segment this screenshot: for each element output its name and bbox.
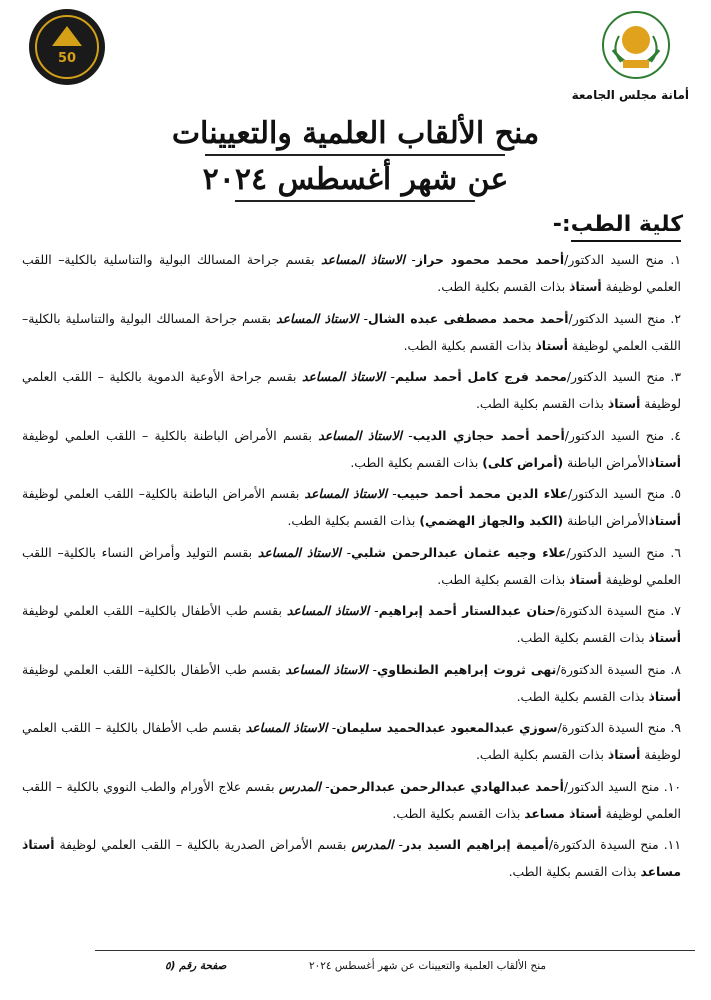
item-text: بقسم طب الأطفال بالكلية– اللقب العلمي لوظيفة — [22, 603, 287, 618]
item-specialty: (الكبد والجهاز الهضمي) — [419, 513, 564, 528]
item-rank: المدرس — [351, 837, 394, 852]
item-text-end: بذات القسم بكلية الطب. — [392, 805, 525, 821]
item-separator: - — [340, 544, 352, 560]
item-title: أستاذ — [607, 747, 641, 762]
item-title: أستاذ — [569, 279, 602, 294]
item-rank: الاستاذ المساعد — [285, 661, 368, 677]
item-text-end: بذات القسم بكلية الطب. — [475, 396, 608, 411]
item-number: ١٠. — [663, 778, 681, 794]
item-title: أستاذ — [535, 337, 568, 353]
appointments-list — [22, 246, 681, 890]
item-prefix: منح السيدة الدكتورة/ — [555, 603, 666, 618]
item-separator: - — [320, 778, 330, 794]
faculty-heading: كلية الطب:- — [552, 212, 683, 237]
item-name: محمد فرج كامل أحمد سليم — [395, 369, 567, 384]
mansoura-university-logo-icon — [601, 10, 671, 80]
item-title: أستاذ — [648, 513, 681, 528]
item-name: علاء الدين محمد أحمد حبيب — [396, 486, 568, 501]
item-text-end: بذات القسم بكلية الطب. — [437, 279, 570, 294]
item-text-mid: الأمراض الباطنة — [563, 454, 649, 470]
list-item — [22, 246, 681, 305]
item-separator: - — [367, 661, 377, 677]
item-prefix: منح السيدة الدكتورة/ — [548, 837, 659, 852]
item-rank: المدرس — [278, 778, 321, 794]
item-title: أستاذ — [607, 396, 641, 411]
item-rank: الاستاذ المساعد — [276, 310, 359, 326]
footer-text: منح الألقاب العلمية والتعيينات عن شهر أغسطس ٢٠٢٤ — [309, 960, 546, 972]
title-underline — [205, 154, 505, 156]
footer-divider — [95, 950, 695, 951]
item-text: بقسم جراحة المسالك البولية والتناسلية بالكلية– اللقب العلمي لوظيفة — [22, 252, 681, 294]
item-number: ٦. — [670, 544, 681, 560]
item-text-end: بذات القسم بكلية الطب. — [287, 513, 420, 528]
list-item — [22, 363, 681, 422]
item-prefix: منح السيد الدكتور/ — [568, 310, 666, 326]
item-title: أستاذ مساعد — [524, 805, 602, 821]
item-text-end: بذات القسم بكلية الطب. — [403, 337, 536, 353]
item-title: أستاذ مساعد — [22, 837, 681, 879]
item-number: ٥. — [670, 486, 681, 501]
item-number: ٩. — [670, 720, 681, 735]
item-separator: - — [327, 720, 337, 735]
item-text: بقسم جراحة الأوعية الدموية بالكلية – اللقب العلمي لوظيفة — [22, 369, 681, 411]
item-separator: - — [393, 837, 403, 852]
item-separator: - — [387, 486, 397, 501]
page-subtitle: عن شهر أغسطس ٢٠٢٤ — [202, 162, 509, 197]
item-text-end: بذات القسم بكلية الطب. — [475, 747, 608, 762]
item-rank: الاستاذ المساعد — [304, 486, 388, 501]
item-title: أستاذ — [648, 630, 681, 645]
list-item — [22, 773, 681, 832]
item-prefix: منح السيد الدكتور/ — [564, 427, 665, 443]
item-separator: - — [369, 603, 379, 618]
item-text: بقسم الأمراض الباطنة بالكلية – اللقب العلمي لوظيفة — [22, 427, 319, 443]
item-text: بقسم التوليد وأمراض النساء بالكلية– اللقب العلمي لوظيفة — [22, 544, 681, 587]
faculty-heading-underline — [571, 240, 681, 242]
item-name: أحمد عبدالهادي عبدالرحمن عبدالرحمن — [329, 778, 564, 794]
item-prefix: منح السيد الدكتور/ — [566, 544, 665, 560]
item-rank: الاستاذ المساعد — [257, 544, 341, 560]
item-number: ٤. — [670, 427, 681, 443]
item-number: ١. — [670, 252, 681, 267]
council-secretariat-label: أمانة مجلس الجامعة — [571, 88, 689, 102]
item-text: بقسم طب الأطفال بالكلية– اللقب العلمي لوظيفة — [22, 661, 286, 677]
item-text: بقسم الأمراض الصدرية بالكلية – اللقب العلمي لوظيفة — [54, 837, 352, 852]
page-title: منح الألقاب العلمية والتعيينات — [171, 116, 540, 151]
item-title: أستاذ — [569, 571, 602, 587]
item-number: ٣. — [670, 369, 681, 384]
list-item — [22, 305, 681, 364]
item-name: أميمة إبراهيم السيد بدر — [402, 837, 549, 852]
item-title: أستاذ — [648, 688, 681, 704]
item-number: ٨. — [670, 661, 681, 677]
item-prefix: منح السيد الدكتور/ — [567, 486, 666, 501]
item-text: بقسم طب الأطفال بالكلية – اللقب العلمي لوظيفة — [22, 720, 681, 762]
subtitle-underline — [235, 200, 475, 202]
item-separator: - — [358, 310, 368, 326]
item-specialty: (أمراض كلى) — [482, 454, 564, 470]
item-number: ٢. — [670, 310, 681, 326]
item-text-end: بذات القسم بكلية الطب. — [437, 571, 570, 587]
item-name: أحمد محمد مصطفى عبده الشال — [367, 310, 569, 326]
item-text-end: بذات القسم بكلية الطب. — [350, 454, 483, 470]
page-number: صفحة رقم (٥ — [165, 960, 227, 972]
mansoura-50th-anniversary-logo-icon — [28, 8, 106, 86]
item-text: بقسم جراحة المسالك البولية والتناسلية بالكلية– اللقب العلمي لوظيفة — [22, 310, 681, 353]
list-item — [22, 539, 681, 598]
item-separator: - — [384, 369, 396, 384]
item-rank: الاستاذ المساعد — [286, 603, 370, 618]
item-prefix: منح السيد الدكتور/ — [566, 369, 665, 384]
item-name: أحمد محمد محمود حراز — [415, 252, 565, 267]
item-number: ١١. — [663, 837, 681, 852]
item-prefix: منح السيد الدكتور/ — [564, 252, 664, 267]
item-name: علاء وجيه عثمان عبدالرحمن شلبي — [351, 544, 567, 560]
item-text-end: بذات القسم بكلية الطب. — [516, 630, 649, 645]
item-number: ٧. — [670, 603, 681, 618]
item-rank: الاستاذ المساعد — [301, 369, 385, 384]
item-name: سوزي عبدالمعبود عبدالحميد سليمان — [336, 720, 558, 735]
item-rank: الاستاذ المساعد — [245, 720, 328, 735]
list-item — [22, 422, 681, 481]
item-separator: - — [401, 427, 413, 443]
list-item — [22, 656, 681, 715]
item-title: أستاذ — [648, 454, 681, 470]
item-rank: الاستاذ المساعد — [321, 252, 405, 267]
item-prefix: منح السيدة الدكتورة/ — [557, 720, 667, 735]
list-item — [22, 714, 681, 773]
item-text-end: بذات القسم بكلية الطب. — [516, 688, 649, 704]
item-text: بقسم الأمراض الباطنة بالكلية– اللقب العلمي لوظيفة — [22, 486, 305, 501]
list-item — [22, 831, 681, 890]
list-item — [22, 597, 681, 656]
item-text-end: بذات القسم بكلية الطب. — [508, 864, 641, 879]
svg-text:50: 50 — [57, 51, 77, 66]
item-rank: الاستاذ المساعد — [318, 427, 402, 443]
item-name: حنان عبدالستار أحمد إبراهيم — [378, 603, 556, 618]
item-text: بقسم علاج الأورام والطب النووي بالكلية – اللقب العلمي لوظيفة — [22, 778, 681, 821]
item-prefix: منح السيد الدكتور/ — [563, 778, 660, 794]
item-prefix: منح السيدة الدكتورة/ — [556, 661, 666, 677]
list-item — [22, 480, 681, 539]
item-name: أحمد أحمد حجازي الديب — [412, 427, 565, 443]
item-text-mid: الأمراض الباطنة — [563, 513, 649, 528]
item-name: نهى ثروت إبراهيم الطنطاوي — [376, 661, 557, 677]
item-separator: - — [404, 252, 416, 267]
